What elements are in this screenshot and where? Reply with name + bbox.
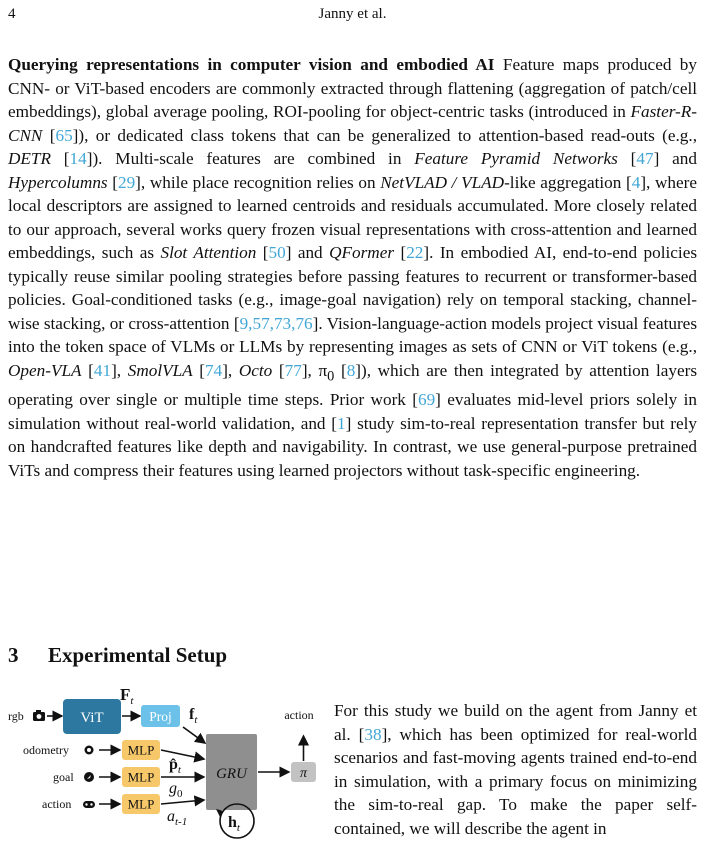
italic-term: Hypercolumns xyxy=(8,172,108,192)
citation-link[interactable]: 4 xyxy=(631,172,641,192)
page-header xyxy=(8,6,697,28)
text-run: [ xyxy=(394,243,407,262)
text-run: [ xyxy=(42,125,56,145)
text-run: Feature maps produced by CNN- or ViT-based encoders are commonly extracted through flattening (aggregation of patch/cell embeddings), global average pooling, ROI-pooling for object-centric tasks (introduced in xyxy=(8,55,697,121)
citation-link[interactable]: 69 xyxy=(417,390,436,410)
text-run: [ xyxy=(272,360,285,380)
agent-architecture-diagram xyxy=(6,682,324,860)
italic-term: DETR xyxy=(8,149,51,168)
hidden-state-label: $h_t$ xyxy=(228,814,240,834)
text-run: ] and xyxy=(653,149,697,168)
policy-label: π xyxy=(299,766,308,781)
italic-term: Faster-R-CNN xyxy=(8,102,697,145)
text-run: ]), or dedicated class tokens that can be generalized to attention-based read-outs (e.g., xyxy=(72,125,697,145)
text-run: ], where local descriptors are assigned to learned centroids and residuals accumulated. More closely related to our approach, several works query frozen visual representations with cross-attention and learned embeddings, such as xyxy=(8,172,697,262)
section-number: 3 xyxy=(8,643,19,667)
text-run: ], xyxy=(111,360,128,380)
citation-link[interactable]: 74 xyxy=(205,360,223,380)
text-run: [ xyxy=(81,360,94,380)
setup-paragraph xyxy=(334,699,697,840)
italic-term: NetVLAD / VLAD xyxy=(380,172,505,192)
goal-label: goal xyxy=(53,770,74,784)
mlp-goal-label: MLP xyxy=(127,769,155,785)
text-run: ], which has been optimized for real-world scenarios and fast-moving agents trained end-to-end in simulation, with a primary focus on minimizing the sim-to-real gap. To make the paper self-contained, we will describe the agent in xyxy=(334,724,697,838)
text-run: ]), which are then integrated by attention layers operating over single or multiple time steps. Prior work [ xyxy=(8,360,698,410)
prev-action-label: $a_{t-1}$ xyxy=(167,808,188,828)
camera-icon xyxy=(33,710,45,721)
text-run: ] evaluates mid-level priors solely in simulation without real-world validation, and [ xyxy=(8,390,697,433)
text-run: For this study we build on the agent from Janny et al. [ xyxy=(334,701,697,744)
text-run: [ xyxy=(107,172,118,192)
text-run: ]. Vision-language-action models project visual features into the token space of VLMs or LLMs by representing images as sets of CNN or ViT tokens (e.g., xyxy=(8,313,698,356)
italic-term: SmolVLA xyxy=(127,360,193,380)
text-run: ], xyxy=(222,360,239,380)
text-run: [ xyxy=(617,149,637,168)
odometry-label: odometry xyxy=(23,743,69,757)
text-run: [ xyxy=(334,360,347,380)
gru-label: GRU xyxy=(216,766,247,782)
running-title: Janny et al. xyxy=(318,6,387,22)
italic-term: QFormer xyxy=(329,243,395,262)
italic-term: Open-VLA xyxy=(8,360,82,380)
odometry-icon xyxy=(85,746,94,755)
rgb-label: rgb xyxy=(8,709,24,723)
pose-label: $p̂_t$ xyxy=(169,756,181,776)
text-run: ], π xyxy=(301,360,328,380)
citation-link[interactable]: 65 xyxy=(55,125,73,145)
text-run: [ xyxy=(50,149,70,168)
text-run: ]. In embodied AI, end-to-end policies typically reuse similar pooling strategies before passing features to recurrent or transformer-based policies. Goal-conditioned tasks (e.g., image-goal navigation) rely on temporal stacking, channel-wise stacking, or cross-attention [ xyxy=(8,243,698,333)
vit-label: ViT xyxy=(80,710,104,726)
text-run: ]). Multi-scale features are combined in xyxy=(86,149,415,168)
citation-link[interactable]: 41 xyxy=(93,360,112,380)
text-run: ], while place recognition relies on xyxy=(135,172,381,192)
proj-label: Proj xyxy=(149,709,172,724)
gamepad-icon xyxy=(83,801,95,808)
italic-term: Feature Pyramid Networks xyxy=(414,149,618,168)
text-run: [ xyxy=(192,360,206,380)
citation-link[interactable]: 1 xyxy=(337,413,346,433)
text-run: -like aggregation [ xyxy=(504,172,632,192)
citation-link[interactable]: 38 xyxy=(364,724,382,744)
section-title: Experimental Setup xyxy=(48,643,228,667)
subscript: 0 xyxy=(327,367,335,384)
goal-icon xyxy=(84,772,94,782)
citation-link[interactable]: 77 xyxy=(284,360,302,380)
citation-link[interactable]: 14 xyxy=(69,149,87,168)
action-output-label: action xyxy=(284,708,314,722)
citation-link[interactable]: 29 xyxy=(117,172,136,192)
mlp-action-label: MLP xyxy=(127,796,155,812)
citation-link[interactable]: 50 xyxy=(268,243,286,262)
italic-term: Octo xyxy=(238,360,273,380)
page-number: 4 xyxy=(8,6,16,22)
section-heading xyxy=(8,643,227,668)
citation-link[interactable]: 8 xyxy=(346,360,356,380)
text-run: ] and xyxy=(285,243,330,262)
citation-link[interactable]: 9,57,73,76 xyxy=(239,313,313,333)
feature-vector-label: $f_t$ xyxy=(189,706,198,726)
citation-link[interactable]: 22 xyxy=(406,243,424,262)
citation-link[interactable]: 47 xyxy=(636,149,654,168)
paragraph-heading: Querying representations in computer vision and embodied AI xyxy=(8,55,495,74)
goal-vector-label: $g_0$ xyxy=(169,780,183,800)
action-input-label: action xyxy=(42,797,72,811)
text-run: ] study sim-to-real representation transfer but rely on handcrafted features like depth and navigability. In contrast, we use general-purpose pretrained ViTs and compress their features using learned projectors without task-specific engineering. xyxy=(8,413,697,480)
feature-map-label: $F_t$ xyxy=(120,685,134,707)
text-run: [ xyxy=(256,243,269,262)
italic-term: Slot Attention xyxy=(160,243,257,262)
mlp-odometry-label: MLP xyxy=(127,742,155,758)
related-work-paragraph xyxy=(8,53,697,482)
